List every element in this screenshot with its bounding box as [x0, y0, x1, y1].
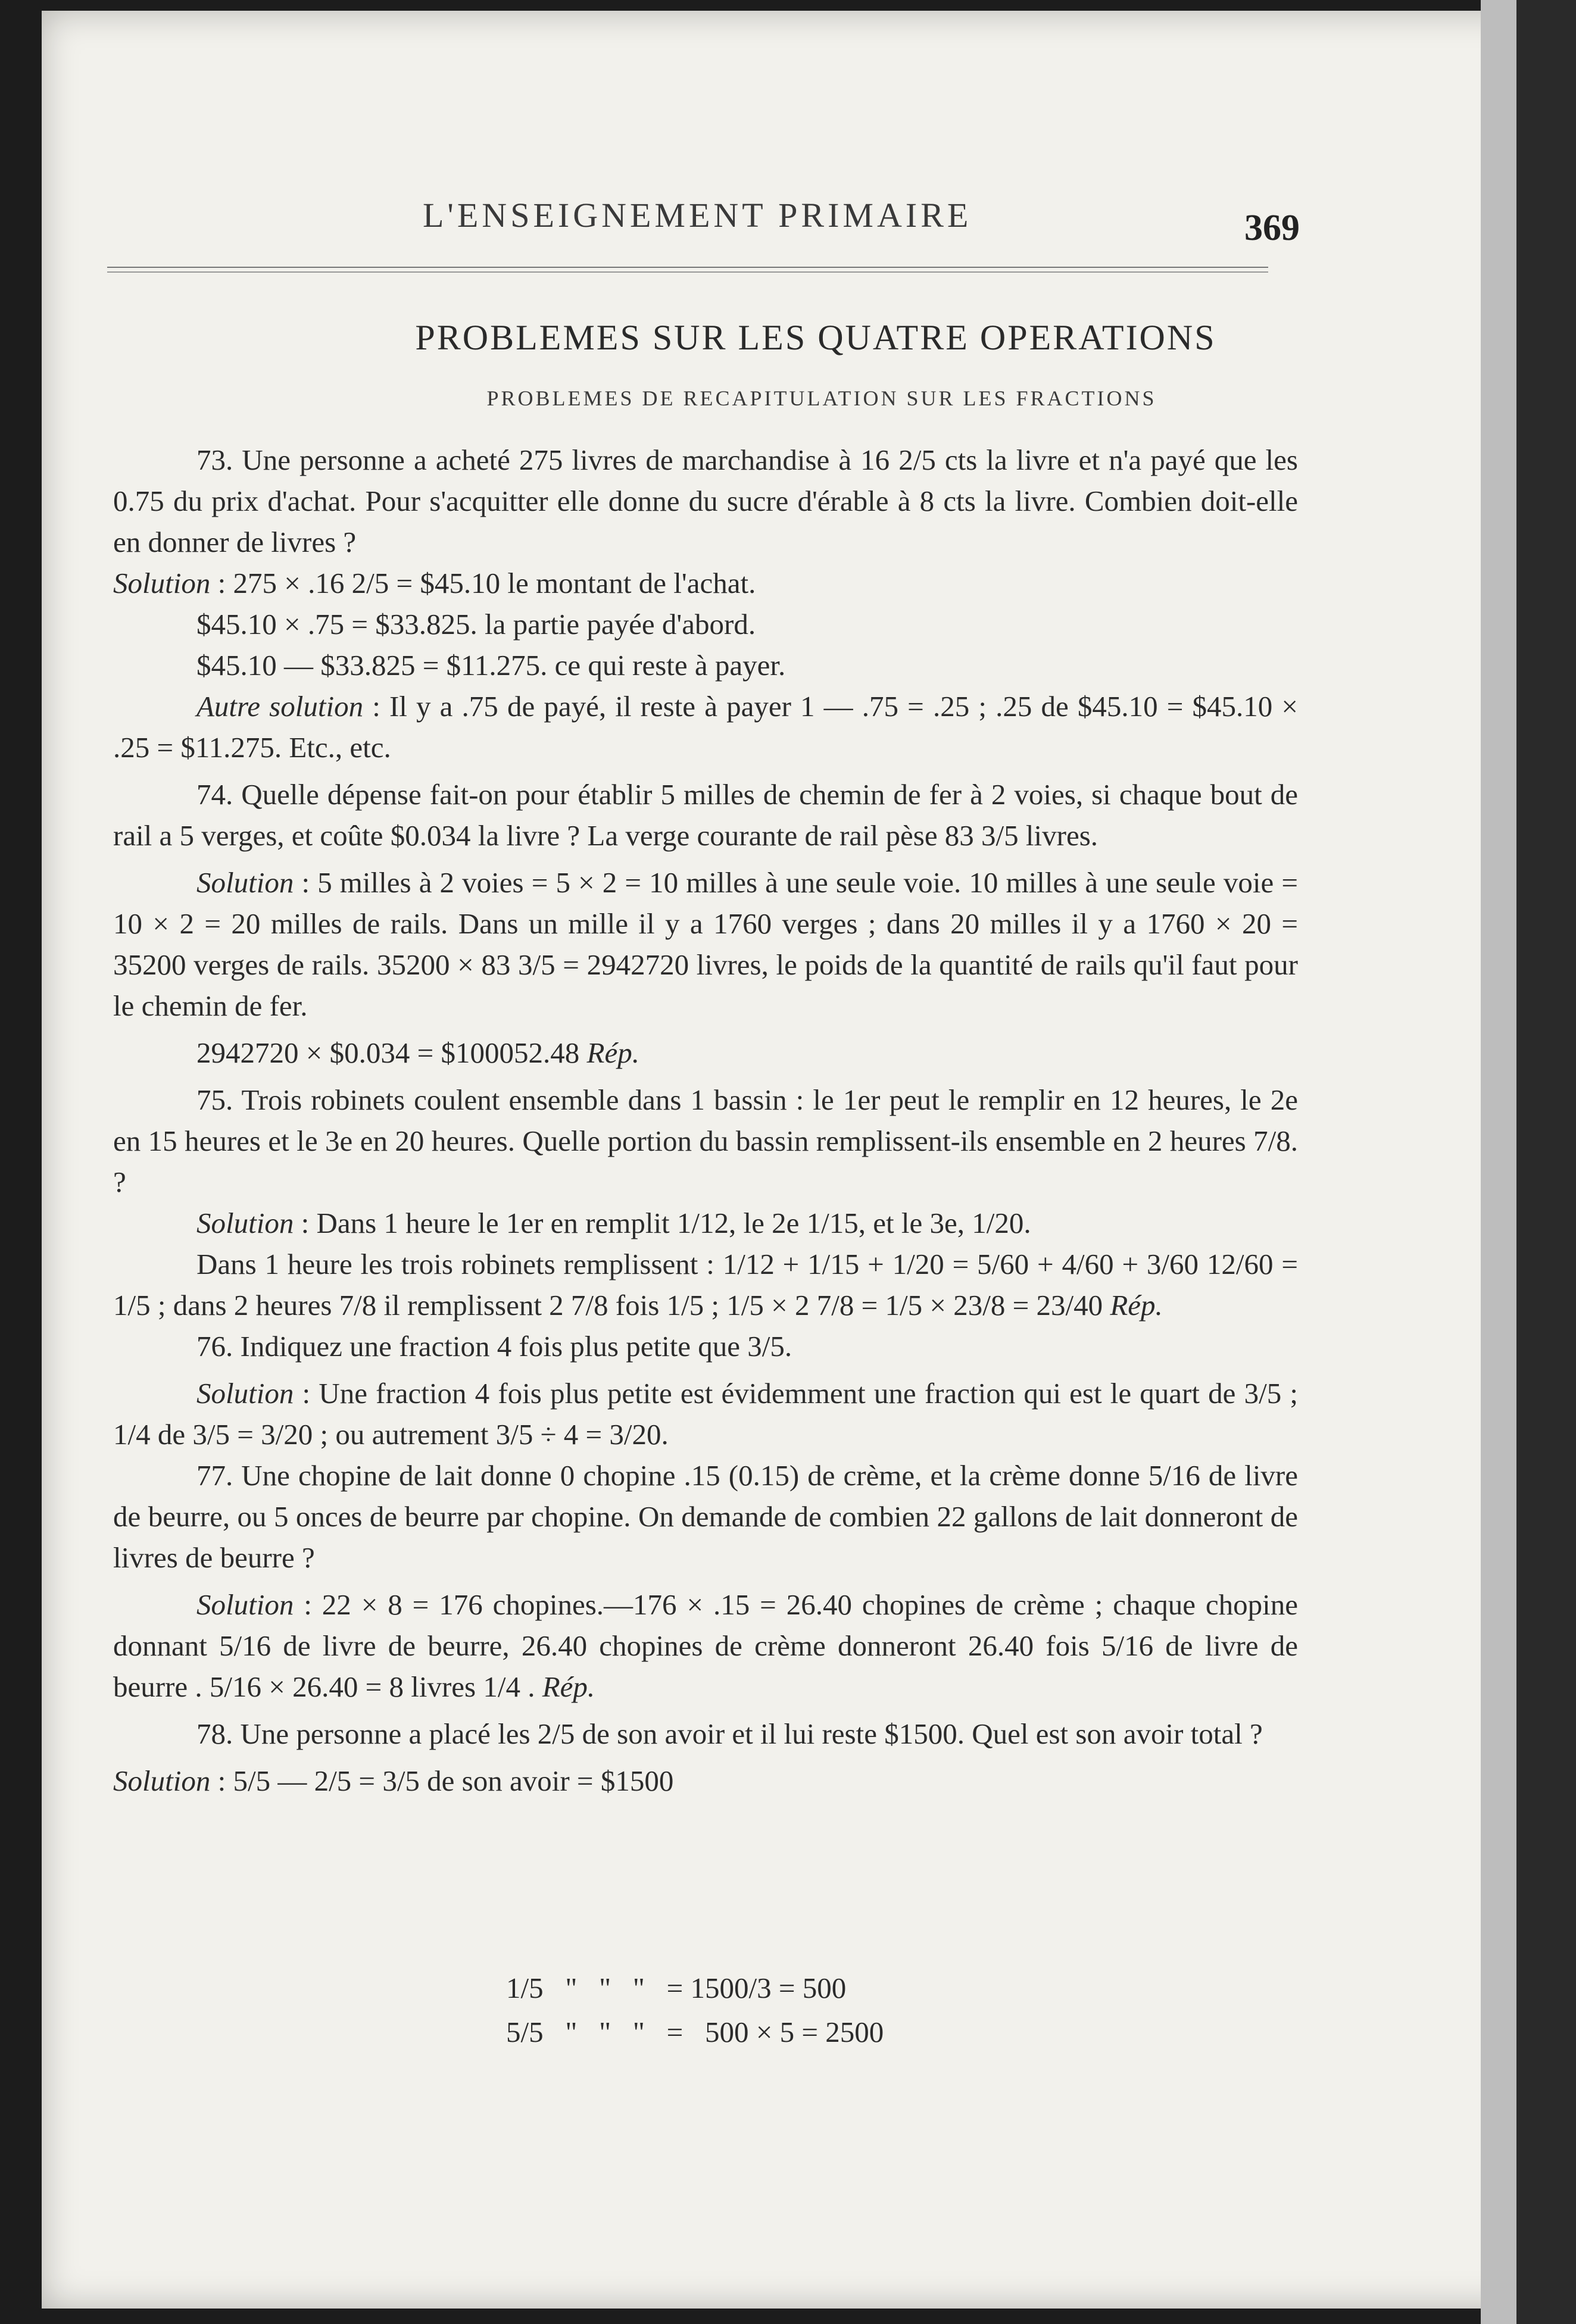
solution-text: : Une fraction 4 fois plus petite est évidemment une fraction qui est le quart de 3/5 ; 1/4 de 3/5 = 3/20 ; ou autrement 3/5 ÷ 4 = 3/20.: [113, 1377, 1299, 1451]
solution-label: Solution: [196, 1207, 294, 1239]
problem-78-aligned-lines: [506, 1966, 884, 2054]
page-edge: [1481, 0, 1516, 2324]
problem-73-solution-line-1: [113, 563, 1298, 604]
rep-label: Rép.: [586, 1036, 639, 1069]
solution-label: Solution: [196, 1588, 294, 1621]
problem-74-result: [113, 1032, 1298, 1073]
problem-78-line-2: 1/5 " " " = 1500/3 = 500: [506, 1972, 847, 2004]
running-head: L'ENSEIGNEMENT PRIMAIRE: [423, 196, 972, 235]
problem-73-statement: 73. Une personne a acheté 275 livres de marchandise à 16 2/5 cts la livre et n'a payé que les 0.75 du prix d'achat. Pour s'acquitter elle donne du sucre d'érable à 8 cts la livre. Combien doit-elle en donner de livres ?: [113, 443, 1298, 558]
problem-75-solution-body: [113, 1244, 1298, 1326]
problem-73-alt-solution: [113, 686, 1298, 768]
problem-74-solution: [113, 862, 1298, 1026]
solution-label: Solution: [113, 1764, 211, 1797]
result-text: 2942720 × $0.034 = $100052.48: [196, 1036, 580, 1069]
problem-75-statement: 75. Trois robinets coulent ensemble dans 1 bassin : le 1er peut le remplir en 12 heures, le 2e en 15 heures et le 3e en 20 heures. Quelle portion du bassin remplissent-ils ensemble en 2 heures 7/8. ?: [113, 1083, 1298, 1198]
alt-solution-text: : Il y a .75 de payé, il reste à payer 1 — .75 = .25 ; .25 de $45.10 = $45.10 × .25 = $11.275. Etc., etc.: [113, 690, 1298, 764]
problem-76-statement: 76. Indiquez une fraction 4 fois plus petite que 3/5.: [196, 1330, 792, 1363]
book-page: [42, 11, 1530, 2309]
problem-78-statement: 78. Une personne a placé les 2/5 de son avoir et il lui reste $1500. Quel est son avoir total ?: [196, 1717, 1263, 1750]
problem-74-statement: 74. Quelle dépense fait-on pour établir 5 milles de chemin de fer à 2 voies, si chaque bout de rail a 5 verges, et coûte $0.034 la livre ? La verge courante de rail pèse 83 3/5 livres.: [113, 778, 1298, 852]
scan-border: [1516, 0, 1576, 2324]
rep-label: Rép.: [542, 1670, 595, 1703]
solution-label: Solution: [196, 866, 294, 899]
problem-76-solution: [113, 1373, 1298, 1455]
solution-text: : 5 milles à 2 voies = 5 × 2 = 10 milles à une seule voie. 10 milles à une seule voie = 10 × 2 = 20 milles de rails. Dans un mille il y a 1760 verges ; dans 20 milles il y a 1760 × 20 = 35200 verges de rails. 35200 × 83 3/5 = 2942720 livres, le poids de la quantité de rails qu'il faut pour le chemin de fer.: [113, 866, 1299, 1022]
problem-75-solution-line-1: [113, 1202, 1298, 1244]
alt-solution-label: Autre solution: [196, 690, 364, 723]
section-title: PROBLEMES SUR LES QUATRE OPERATIONS: [415, 318, 1216, 357]
page-number: 369: [1244, 208, 1300, 248]
problem-78-line-3: 5/5 " " " = 500 × 5 = 2500: [506, 2016, 884, 2048]
solution-text: : 22 × 8 = 176 chopines.—176 × .15 = 26.40 chopines de crème ; chaque chopine donnant 5/16 de livre de beurre, 26.40 chopines de crème donneront 26.40 fois 5/16 de livre de beurre . 5/16 × 26.40 = 8 livres 1/4 .: [113, 1588, 1299, 1703]
solution-text: : 275 × .16 2/5 = $45.10 le montant de l'achat.: [217, 567, 756, 599]
problems-body: [113, 439, 1298, 1801]
problem-78-solution-line-1: [113, 1760, 1298, 1801]
solution-text: : Dans 1 heure le 1er en remplit 1/12, le 2e 1/15, et le 3e, 1/20.: [301, 1207, 1031, 1239]
problem-73-solution-line-2: $45.10 × .75 = $33.825. la partie payée d'abord.: [196, 608, 756, 641]
solution-text: Dans 1 heure les trois robinets remplissent : 1/12 + 1/15 + 1/20 = 5/60 + 4/60 + 3/60 12/60 = 1/5 ; dans 2 heures 7/8 il remplissent 2 7/8 fois 1/5 ; 1/5 × 2 7/8 = 1/5 × 23/8 = 23/40: [113, 1248, 1298, 1322]
solution-text: : 5/5 — 2/5 = 3/5 de son avoir = $1500: [217, 1764, 674, 1797]
solution-label: Solution: [113, 567, 211, 599]
header-rule: [107, 267, 1268, 273]
problem-73-solution-line-3: $45.10 — $33.825 = $11.275. ce qui reste à payer.: [196, 649, 786, 682]
rep-label: Rép.: [1110, 1289, 1163, 1322]
section-subtitle: PROBLEMES DE RECAPITULATION SUR LES FRACTIONS: [486, 386, 1157, 410]
problem-77-statement: 77. Une chopine de lait donne 0 chopine .15 (0.15) de crème, et la crème donne 5/16 de livre de beurre, ou 5 onces de beurre par chopine. On demande de combien 22 gallons de lait donneront de livres de beurre ?: [113, 1459, 1298, 1574]
solution-label: Solution: [196, 1377, 294, 1410]
problem-77-solution: [113, 1584, 1298, 1707]
